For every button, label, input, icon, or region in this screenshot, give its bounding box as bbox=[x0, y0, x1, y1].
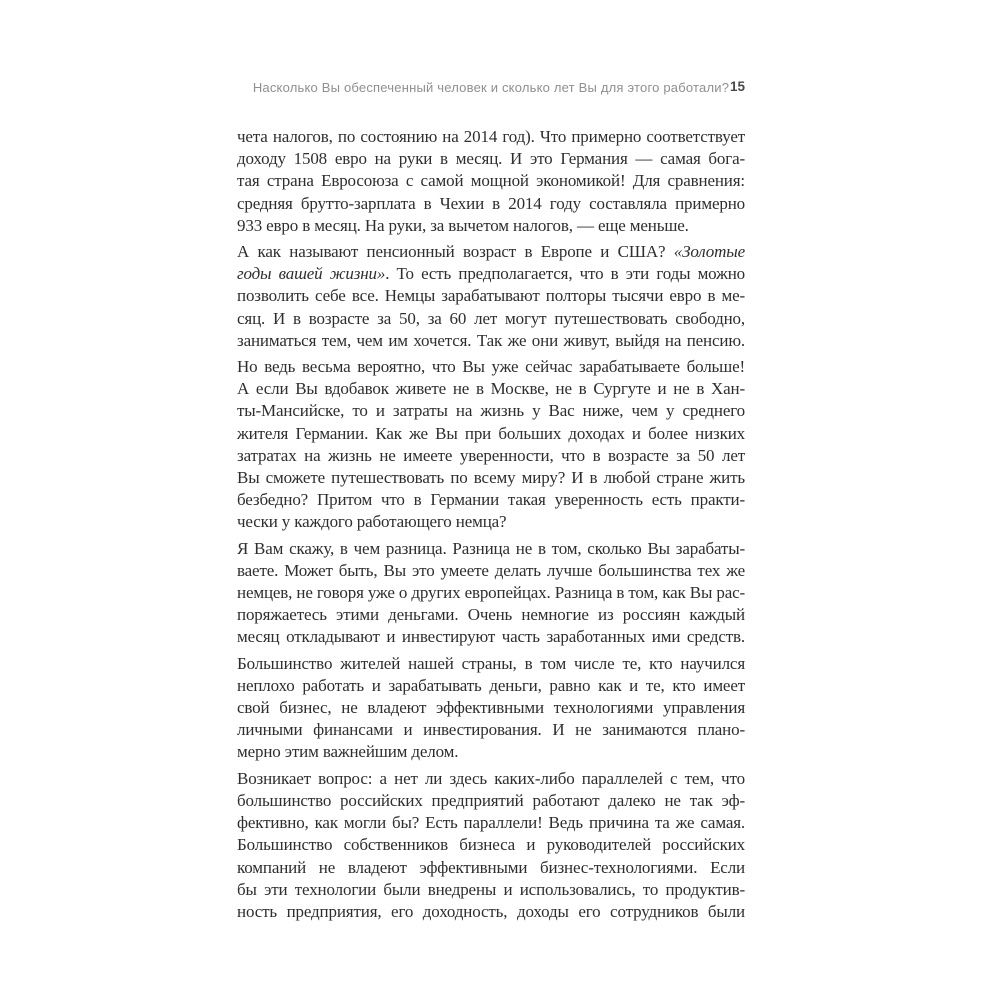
text-line bbox=[237, 170, 745, 192]
text-line bbox=[237, 467, 745, 489]
text-line bbox=[237, 241, 745, 263]
text-run: . То есть предполагается, что в эти годы можно bbox=[385, 264, 745, 284]
text-run: мерно этим важнейшим делом. bbox=[237, 742, 459, 762]
text-run: средняя брутто-зарплата в Чехии в 2014 году составляла примерно bbox=[237, 193, 745, 213]
text-line bbox=[237, 626, 745, 648]
text-line bbox=[237, 901, 745, 923]
text-line bbox=[237, 857, 745, 879]
text-run: жителя Германии. Как же Вы при больших доходах и более низких bbox=[237, 423, 745, 443]
text-run: бы эти технологии были внедрены и использовались, то продуктив- bbox=[237, 879, 745, 899]
text-run: свой бизнес, не владеют эффективными технологиями управления bbox=[237, 698, 745, 718]
text-line bbox=[237, 356, 745, 378]
text-line bbox=[237, 741, 745, 763]
text-run: месяц откладывают и инвестируют часть заработанных ими средств. bbox=[237, 627, 745, 647]
text-line bbox=[237, 604, 745, 626]
text-line bbox=[237, 215, 745, 237]
text-run: немцев, не говоря уже о других европейцах. Разница в том, как Вы рас- bbox=[237, 583, 745, 603]
text-run: сяц. И в возрасте за 50, за 60 лет могут путешествовать свободно, bbox=[237, 308, 745, 328]
text-run: неплохо работать и зарабатывать деньги, равно как и те, кто имеет bbox=[237, 675, 745, 695]
text-line bbox=[237, 511, 745, 533]
text-line bbox=[237, 768, 745, 790]
text-line bbox=[237, 263, 745, 285]
page-body bbox=[237, 126, 745, 927]
text-run: доходу 1508 евро на руки в месяц. И это Германия — самая бога- bbox=[237, 149, 745, 169]
text-run: Большинство собственников бизнеса и руководителей российских bbox=[237, 835, 745, 855]
text-line bbox=[237, 423, 745, 445]
text-line bbox=[237, 790, 745, 812]
text-run: ваете. Может быть, Вы это умеете делать лучше большинства тех же bbox=[237, 560, 745, 580]
text-run: чета налогов, по состоянию на 2014 год). Что примерно соответствует bbox=[237, 127, 745, 146]
text-line bbox=[237, 719, 745, 741]
text-line bbox=[237, 308, 745, 330]
text-run: затратах на жизнь не имеете уверенности, что в возрасте за 50 лет bbox=[237, 445, 745, 465]
italic-run: годы вашей жизни» bbox=[237, 264, 386, 284]
text-run: безбедно? Притом что в Германии такая уверенность есть практи- bbox=[237, 490, 745, 510]
text-line bbox=[237, 697, 745, 719]
text-line bbox=[237, 330, 745, 352]
text-run: фективно, как могли бы? Есть параллели! Ведь причина та же самая. bbox=[237, 813, 745, 833]
text-line bbox=[237, 489, 745, 511]
text-line bbox=[237, 126, 745, 148]
text-line bbox=[237, 193, 745, 215]
text-run: А как называют пенсионный возраст в Европе и США? bbox=[237, 242, 674, 262]
text-line bbox=[237, 538, 745, 560]
text-run: заниматься тем, чем им хочется. Так же они живут, выйдя на пенсию. bbox=[237, 330, 745, 350]
text-line bbox=[237, 285, 745, 307]
text-run: Я Вам скажу, в чем разница. Разница не в том, сколько Вы зарабаты- bbox=[237, 538, 745, 558]
text-line bbox=[237, 812, 745, 834]
text-run: позволить себе все. Немцы зарабатывают полторы тысячи евро в ме- bbox=[237, 286, 745, 306]
text-line bbox=[237, 582, 745, 604]
paragraph bbox=[237, 653, 745, 764]
paragraph bbox=[237, 768, 745, 923]
text-run: 933 евро в месяц. На руки, за вычетом налогов, — еще меньше. bbox=[237, 215, 689, 235]
text-run: поряжаетесь этими деньгами. Очень немногие из россиян каждый bbox=[237, 605, 745, 625]
text-line bbox=[237, 653, 745, 675]
paragraph bbox=[237, 356, 745, 534]
text-run: ность предприятия, его доходность, доходы его сотрудников были bbox=[237, 901, 745, 921]
paragraph bbox=[237, 126, 745, 237]
text-run: Но ведь весьма вероятно, что Вы уже сейчас зарабатываете больше! bbox=[237, 357, 745, 377]
text-line bbox=[237, 148, 745, 170]
text-line bbox=[237, 834, 745, 856]
text-run: Возникает вопрос: а нет ли здесь каких-либо параллелей с тем, что bbox=[237, 768, 745, 788]
running-head bbox=[237, 80, 745, 95]
paragraph bbox=[237, 241, 745, 352]
page-number: 15 bbox=[729, 79, 745, 94]
text-run: большинство российских предприятий работают далеко не так эф- bbox=[237, 790, 745, 810]
text-run: А если Вы вдобавок живете не в Москве, не в Сургуте и не в Хан- bbox=[237, 379, 745, 399]
text-run: Большинство жителей нашей страны, в том числе те, кто научился bbox=[237, 653, 745, 673]
text-run: чески у каждого работающего немца? bbox=[237, 512, 507, 532]
text-line bbox=[237, 879, 745, 901]
text-line bbox=[237, 378, 745, 400]
text-run: личными финансами и инвестирования. И не занимаются плано- bbox=[237, 720, 745, 740]
running-head-title: Насколько Вы обеспеченный человек и сколько лет Вы для этого работали? bbox=[252, 80, 730, 95]
text-line bbox=[237, 445, 745, 467]
italic-run: «Золотые bbox=[673, 242, 745, 262]
text-line bbox=[237, 675, 745, 697]
text-line bbox=[237, 560, 745, 582]
text-run: Вы сможете путешествовать по всему миру? И в любой стране жить bbox=[237, 468, 745, 488]
text-line bbox=[237, 400, 745, 422]
paragraph bbox=[237, 538, 745, 649]
text-run: компаний не владеют эффективными бизнес-технологиями. Если bbox=[237, 857, 745, 877]
text-run: тая страна Евросоюза с самой мощной экономикой! Для сравнения: bbox=[237, 171, 745, 191]
text-run: ты-Мансийске, то и затраты на жизнь у Вас ниже, чем у среднего bbox=[237, 401, 745, 421]
